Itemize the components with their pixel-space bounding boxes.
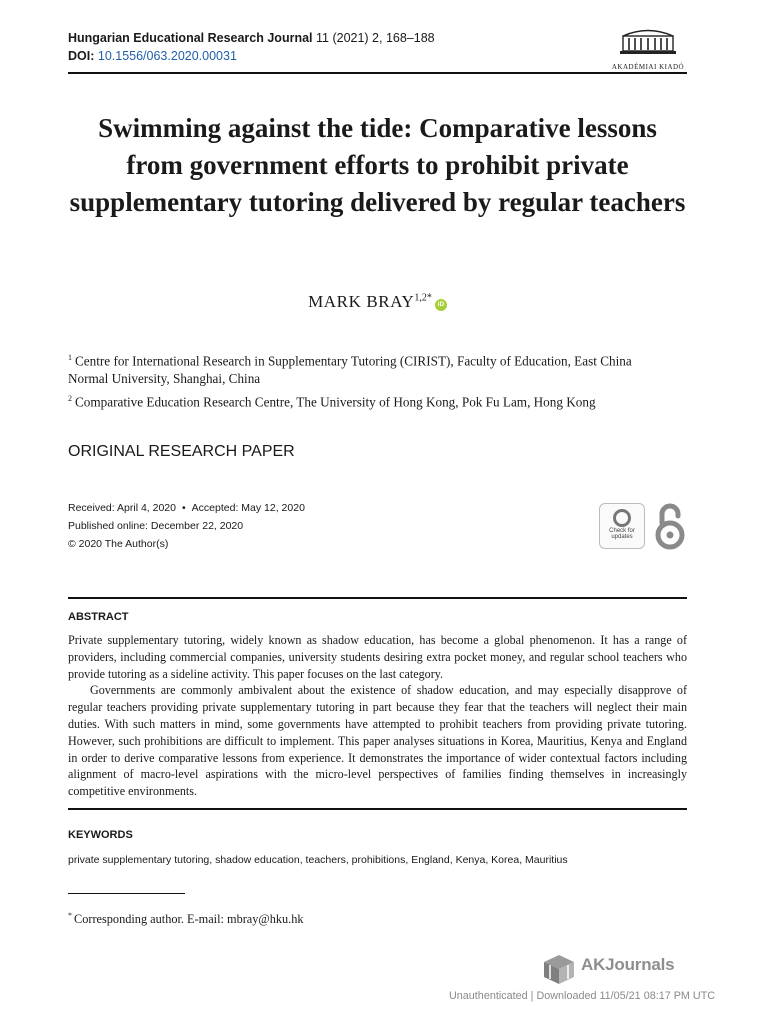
affiliation-2	[68, 390, 668, 411]
paper-type: ORIGINAL RESEARCH PAPER	[68, 443, 295, 460]
header-divider	[68, 72, 687, 74]
abstract-top-divider	[68, 597, 687, 599]
academy-building-icon	[617, 27, 679, 57]
keywords-heading: KEYWORDS	[68, 829, 133, 841]
affiliation-1	[68, 349, 668, 388]
akjournals-brand[interactable]: AKJournals	[581, 955, 675, 974]
abstract-paragraph: Private supplementary tutoring, widely known as shadow education, has become a global phenomenon. It has a range of providers, including commercial companies, university students desiring extra pocket money, and regular school teachers who provide tutoring as a sideline activity. This paper focuses on the last category.	[68, 633, 687, 681]
affiliation-text: Comparative Education Research Centre, The University of Hong Kong, Pok Fu Lam, Hong Kong	[75, 394, 596, 410]
abstract-heading: ABSTRACT	[68, 611, 129, 623]
author-name[interactable]: MARK BRAY	[308, 292, 415, 311]
abstract-body	[68, 632, 687, 800]
affiliation-number: 1	[68, 353, 72, 362]
doi-link[interactable]: 10.1556/063.2020.00031	[97, 49, 237, 63]
doi-line	[68, 49, 237, 63]
keywords-list: private supplementary tutoring, shadow education, teachers, prohibitions, England, Kenya, Korea, Mauritius	[68, 854, 568, 866]
author-affiliation-marks: 1,2*	[414, 292, 432, 304]
open-access-icon	[652, 503, 688, 551]
corresponding-author-footnote	[68, 911, 304, 927]
article-title: Swimming against the tide: Comparative lessons from government efforts to prohibit private supplementary tutoring delivered by regular teachers	[69, 113, 686, 217]
check-updates-icon	[613, 509, 631, 527]
accepted-date: Accepted: May 12, 2020	[191, 502, 305, 514]
journal-name: Hungarian Educational Research Journal	[68, 31, 313, 45]
footnote-text: Corresponding author. E-mail: mbray@hku.hk	[74, 912, 304, 927]
bullet-separator: •	[181, 502, 186, 514]
journal-citation	[68, 31, 435, 45]
check-for-updates-button[interactable]	[599, 503, 645, 549]
affiliation-text: Centre for International Research in Supplementary Tutoring (CIRIST), Faculty of Education, East China Normal University, Shanghai, China	[68, 353, 632, 387]
abstract-bottom-divider	[68, 808, 687, 810]
journal-issue: 11 (2021) 2, 168–188	[316, 31, 435, 45]
publisher-logo	[606, 27, 690, 71]
footnote-divider	[68, 893, 185, 894]
dates-received-accepted	[68, 502, 305, 514]
received-date: Received: April 4, 2020	[68, 502, 176, 514]
affiliation-number: 2	[68, 394, 72, 403]
footnote-mark: *	[68, 911, 72, 920]
abstract-paragraph: Governments are commonly ambivalent about the existence of shadow education, and may especially disapprove of regular teachers providing private supplementary tutoring in part because they fear that the teachers will neglect their main duties. With such matters in mind, some governments have attempted to prohibit teachers from providing private tutoring. However, such prohibitions are difficult to implement. This paper analyses situations in Korea, Mauritius, Kenya and England in order to derive comparative lessons from experience. It demonstrates the importance of wider contextual factors including alignment of macro-level aspirations with the micro-level perspectives of families finding themselves in increasingly competitive environments.	[68, 683, 687, 799]
publisher-name: AKADÉMIAI KIADÓ	[611, 63, 685, 71]
published-date: Published online: December 22, 2020	[68, 520, 244, 532]
doi-label: DOI:	[68, 49, 95, 63]
copyright: © 2020 The Author(s)	[68, 538, 169, 550]
author-line	[68, 292, 687, 312]
orcid-icon[interactable]: iD	[435, 299, 447, 311]
download-stamp: Unauthenticated | Downloaded 11/05/21 08:17 PM UTC	[449, 990, 716, 1002]
check-updates-label: Check for updates	[609, 528, 635, 540]
